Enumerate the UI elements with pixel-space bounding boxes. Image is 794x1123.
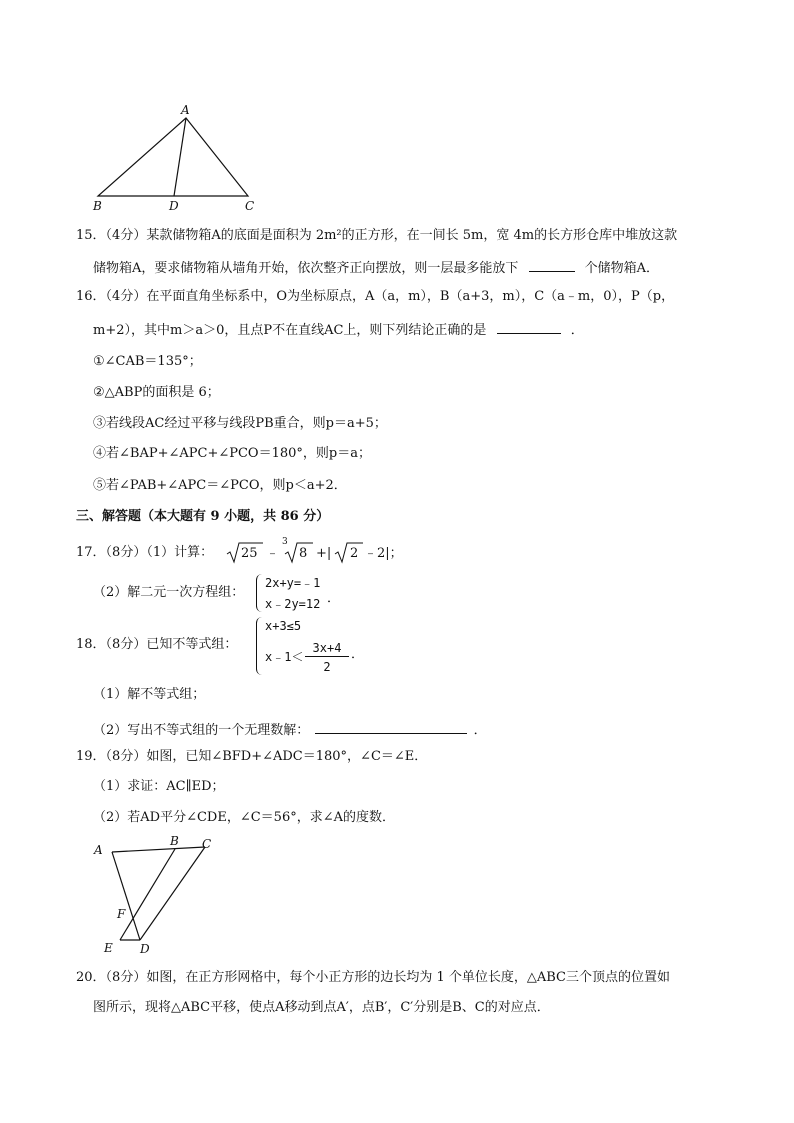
q19-line1: 19．（8分）如图，已知∠BFD+∠ADC＝180°，∠C＝∠E．: [76, 749, 428, 764]
segment-ad: [174, 118, 186, 196]
q16-answer-blank: [497, 320, 561, 334]
q18-prefix: 18．（8分）已知不等式组：: [76, 637, 238, 652]
label-a: A: [181, 103, 190, 117]
label-c-2: C: [202, 837, 212, 851]
q17-equation-1: 2x+y=﹣1: [265, 576, 321, 590]
q18-answer-blank: [315, 720, 467, 734]
q15-line1: 15．（4分）某款储物箱A的底面是面积为 2m²的正方形，在一间长 5m，宽 4m的长方形仓库中堆放这款: [76, 228, 678, 243]
q15-answer-blank: [529, 258, 575, 272]
q17-sqrt-radicand-2: 2: [350, 546, 359, 561]
q19-part2: （2）若AD平分∠CDE，∠C＝56°，求∠A的度数．: [93, 810, 395, 825]
q18-part2: [93, 720, 487, 737]
q18-fraction-numerator: 3x+4: [312, 641, 342, 655]
q18-part1: （1）解不等式组；: [93, 687, 206, 702]
label-e: E: [104, 941, 113, 955]
q16-option-5: ⑤若∠PAB+∠APC＝∠PCO，则p＜a+2．: [93, 478, 347, 493]
segment-ac: [112, 847, 205, 852]
label-d-2: D: [140, 942, 150, 956]
q17-cbrt-index: 3: [282, 537, 288, 547]
q18-end: ．: [351, 647, 365, 662]
segment-cd: [140, 847, 205, 940]
q16-option-2: ②△ABP的面积是 6；: [93, 385, 220, 400]
q20-line2: 图所示，现将△ABC平移，使点A移动到点A′，点B′，C′分别是B、C的对应点．: [93, 1000, 550, 1015]
q15-line2-end: 个储物箱A．: [584, 261, 660, 276]
q18-part2-text: （2）写出不等式组的一个无理数解：: [93, 723, 310, 738]
label-b: B: [93, 199, 102, 213]
q17-cbrt-radicand-8: 8: [299, 546, 308, 561]
q19-part1: （1）求证：AC∥ED；: [93, 779, 225, 794]
q20-line1: 20．（8分）如图，在正方形网格中，每个小正方形的边长均为 1 个单位长度，△ABC三个顶点的位置如: [76, 970, 670, 985]
q16-line2: [93, 320, 584, 337]
q17-end: ．: [327, 591, 341, 606]
q17-system-brace: [256, 574, 263, 612]
q18-inequality-2-left: x﹣1＜: [265, 650, 304, 664]
q18-system-brace: [256, 617, 263, 675]
label-c: C: [245, 199, 255, 213]
q17-part2-prefix: （2）解二元一次方程组：: [93, 585, 245, 600]
section-3-heading: 三、解答题（本大题有 9 小题，共 86 分）: [76, 509, 330, 524]
label-a-2: A: [94, 843, 103, 857]
label-f: F: [117, 907, 126, 921]
q18-fraction-bar: [305, 656, 349, 657]
q17-equation-2: x﹣2y=12: [265, 597, 321, 611]
parallel-lines-figure: [90, 832, 225, 958]
label-d: D: [169, 199, 179, 213]
q16-line1: 16．（4分）在平面直角坐标系中，O为坐标原点，A（a，m），B（a+3，m），C（a﹣m，0），P（p，: [76, 289, 675, 304]
q18-fraction-denominator: 2: [323, 660, 331, 674]
q18-part2-end: ．: [473, 723, 487, 738]
q17-sqrt-radicand-25: 25: [241, 546, 258, 561]
q15-line2-text: 储物箱A，要求储物箱从墙角开始，依次整齐正向摆放，则一层最多能放下: [93, 261, 519, 276]
q16-option-4: ④若∠BAP+∠APC+∠PCO＝180°，则p＝a；: [93, 446, 371, 461]
q18-inequality-1: x+3≤5: [265, 619, 302, 633]
q16-line2-end: ．: [570, 323, 584, 338]
q16-option-3: ③若线段AC经过平移与线段PB重合，则p＝a+5；: [93, 416, 387, 431]
q17-part1-prefix: 17．（8分）（1）计算：: [76, 545, 214, 560]
triangle-abc: [98, 118, 248, 196]
triangle-abc-figure: [88, 100, 268, 215]
q16-option-1: ①∠CAB＝135°；: [93, 354, 202, 369]
q15-line2: [93, 258, 659, 275]
q17-minus: ﹣: [266, 546, 280, 561]
segment-be: [120, 849, 175, 940]
sqrt-sign-2: [335, 543, 363, 562]
q17-abs-tail: ﹣2|；: [364, 546, 403, 561]
q17-plus-abs: +|: [316, 546, 332, 561]
q16-line2-text: m+2），其中m＞a＞0，且点P不在直线AC上，则下列结论正确的是: [93, 323, 487, 338]
label-b-2: B: [170, 834, 179, 848]
segment-ad: [112, 852, 140, 940]
